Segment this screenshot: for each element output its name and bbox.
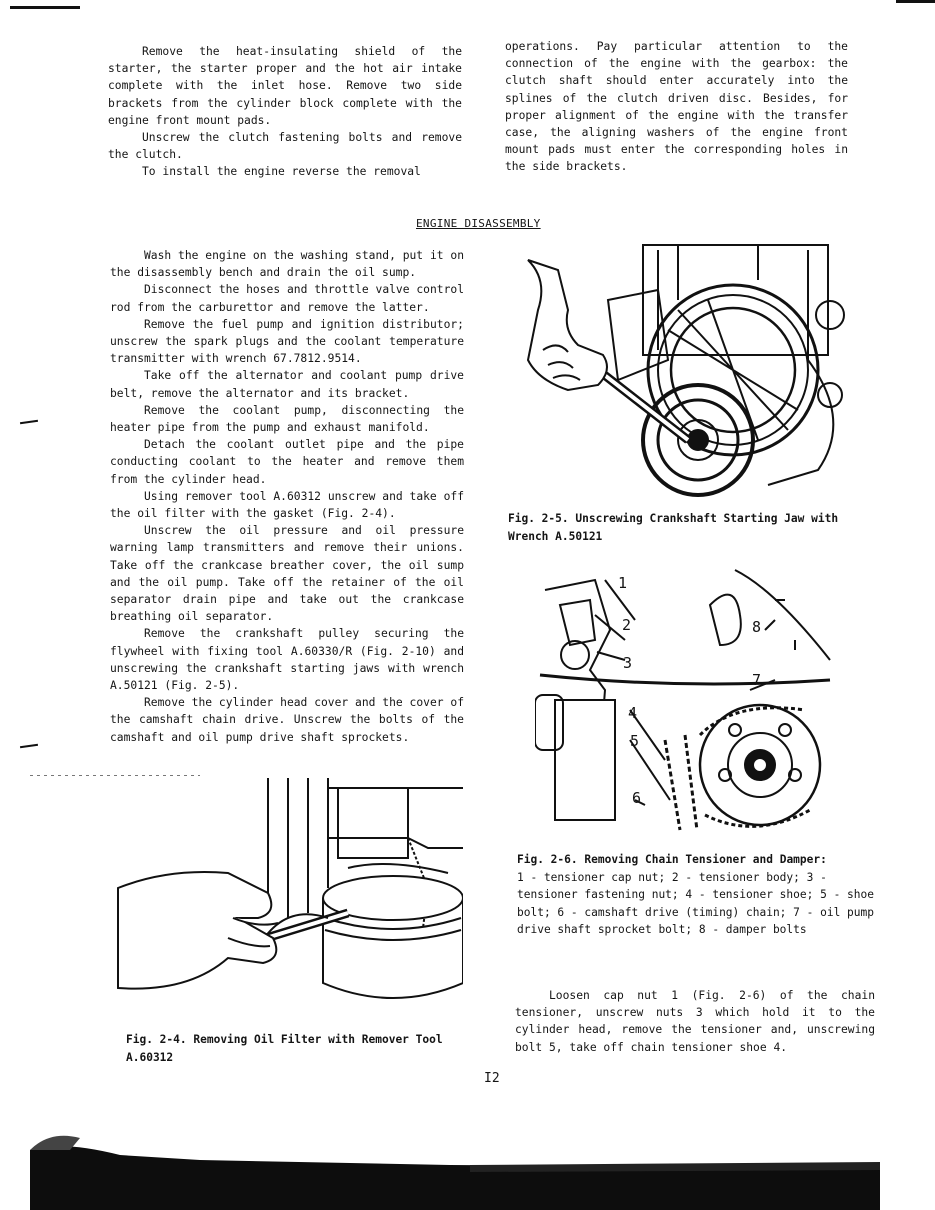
paragraph: To install the engine reverse the removal: [142, 165, 421, 179]
paragraph: Remove the crankshaft pulley securing the flywheel with fixing tool A.60330/R (Fig. 2-10) and unscrewing the crankshaft starting jaws with wrench A.50121 (Fig. 2-5).: [110, 627, 464, 693]
margin-mark-1: [20, 420, 38, 424]
intro-column-right: [505, 38, 848, 176]
figure-2-6-chain-tensioner: [535, 560, 840, 840]
callout-4: 4: [628, 704, 638, 722]
paragraph: Disconnect the hoses and throttle valve control rod from the carburettor and remove the latter.: [110, 283, 464, 314]
paragraph: Remove the coolant pump, disconnecting the heater pipe from the pump and exhaust manifold.: [110, 403, 464, 435]
paragraph: Wash the engine on the washing stand, put it on the disassembly bench and drain the oil sump.: [110, 249, 464, 280]
figure-2-4-caption: [126, 1031, 471, 1066]
paragraph: Unscrew the oil pressure and oil pressure warning lamp transmitters and remove their unions. Take off the crankcase breather cover, the oil sump and the oil pump. Take off the retainer of the oil separator drain pipe and take out the crankcase breathing oil separator.: [110, 524, 464, 624]
figure-label: Fig. 2-4.: [126, 1033, 187, 1046]
figure-2-5-wrench-crankshaft: [508, 240, 853, 502]
paragraph: Loosen cap nut 1 (Fig. 2-6) of the chain tensioner, unscrew nuts 3 which hold it to the cylinder head, remove the tensioner and, unscrewing bolt 5, take off chain tensioner shoe 4.: [515, 989, 875, 1054]
figure-legend: 1 - tensioner cap nut; 2 - tensioner body; 3 - tensioner fastening nut; 4 - tensioner shoe; 5 - shoe bolt; 6 - camshaft drive (timing) chain; 7 - oil pump drive shaft sprocket bolt; 8 - damper bolts: [517, 870, 874, 936]
figure-label: Fig. 2-5.: [508, 512, 569, 525]
figure-caption-text: Removing Chain Tensioner and Damper:: [584, 853, 827, 866]
disassembly-text: [110, 247, 464, 746]
paragraph: Remove the heat-insulating shield of the starter, the starter proper and the hot air intake complete with the inlet hose. Remove two side brackets from the cylinder block complete with the engine front mount pads.: [108, 45, 462, 127]
callout-3: 3: [623, 654, 633, 672]
callout-2: 2: [622, 616, 632, 634]
paragraph: Remove the fuel pump and ignition distributor; unscrew the spark plugs and the coolant temperature transmitter with wrench 67.7812.9514.: [110, 317, 464, 366]
scan-dash-line: [30, 775, 200, 776]
figure-caption-text: Removing Oil Filter with Remover Tool A.60312: [126, 1033, 443, 1064]
paragraph: operations. Pay particular attention to the connection of the engine with the gearbox: the clutch shaft should enter accurately into the splines of the clutch driven disc. Besides, for proper alignment of the engine with the transfer case, the aligning washers of the engine front mount pads must enter the corresponding holes in the side brackets.: [505, 40, 848, 174]
closing-text: [515, 987, 875, 1056]
figure-caption-text: Unscrewing Crankshaft Starting Jaw with Wrench A.50121: [508, 512, 839, 543]
figure-2-6-caption: [517, 851, 875, 939]
callout-7: 7: [752, 671, 762, 689]
paragraph: Take off the alternator and coolant pump drive belt, remove the alternator and its bracket.: [110, 369, 464, 400]
paragraph: Remove the cylinder head cover and the cover of the camshaft chain drive. Unscrew the bolts of the camshaft and oil pump drive shaft sprockets.: [110, 696, 464, 744]
scan-mark-top-right: [896, 0, 935, 3]
figure-2-5-caption: [508, 510, 853, 545]
intro-column-left: [108, 43, 462, 181]
figure-2-4-oil-filter: [108, 778, 463, 1023]
paragraph: Unscrew the clutch fastening bolts and remove the clutch.: [108, 131, 462, 162]
callout-1: 1: [618, 574, 628, 592]
paragraph: Detach the coolant outlet pipe and the pipe conducting coolant to the heater and remove them from the cylinder head.: [110, 438, 464, 486]
scan-mark-top-left: [10, 6, 80, 9]
section-heading: ENGINE DISASSEMBLY: [416, 217, 541, 230]
scan-bottom-edge: [0, 1110, 935, 1210]
callout-6: 6: [632, 789, 642, 807]
paragraph: Using remover tool A.60312 unscrew and take off the oil filter with the gasket (Fig. 2-4).: [110, 489, 464, 521]
margin-mark-2: [20, 744, 38, 748]
page-number: I2: [484, 1071, 500, 1086]
figure-label: Fig. 2-6.: [517, 853, 578, 866]
callout-5: 5: [630, 732, 640, 750]
callout-8: 8: [752, 618, 762, 636]
